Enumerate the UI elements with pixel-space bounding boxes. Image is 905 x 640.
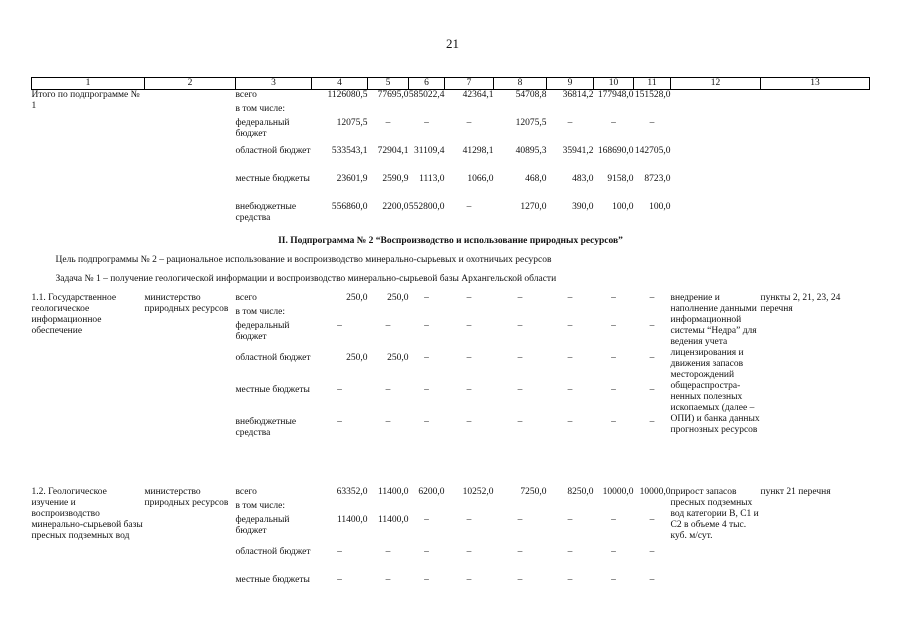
amount-cell: 11400,0 — [336, 514, 368, 525]
amount-cell — [409, 307, 445, 321]
col-header: 11 — [634, 78, 671, 90]
funding-source-label: в том числе: — [235, 306, 286, 317]
amount-cell: – — [567, 416, 573, 427]
amount-cell: – — [517, 320, 523, 331]
amount-cell: – — [649, 416, 655, 427]
amount-cell: – — [611, 384, 616, 395]
amount-cell: – — [649, 320, 655, 331]
amount-cell: – — [611, 514, 616, 525]
amount-cell: 1126080,5 — [327, 90, 368, 100]
amount-cell: 177948,0 — [597, 90, 634, 100]
amount-cell: – — [649, 546, 655, 557]
amount-cell: 7250,0 — [520, 486, 547, 497]
amount-cell: – — [385, 416, 391, 427]
funding-source-label: федеральный бюджет — [235, 514, 290, 536]
amount-cell: – — [567, 320, 573, 331]
funding-table — [31, 77, 870, 603]
goal-text: Цель подпрограммы № 2 – рациональное использование и воспроизводство минерально-сырьевых и охотничьих ресурсов — [55, 254, 552, 265]
amount-cell: – — [611, 117, 616, 128]
amount-cell: 10000,0 — [602, 486, 634, 497]
amount-cell: – — [466, 117, 472, 128]
amount-cell: 151528,0 — [634, 90, 671, 100]
expected-result — [671, 90, 761, 230]
amount-cell — [494, 104, 547, 118]
col-header: 3 — [236, 78, 312, 90]
amount-cell: 10000,0 — [639, 486, 671, 497]
executor — [145, 90, 236, 230]
amount-cell: – — [337, 416, 342, 427]
amount-cell: – — [466, 352, 472, 363]
amount-cell: 1270,0 — [520, 201, 547, 212]
amount-cell: 10252,0 — [462, 486, 494, 497]
amount-cell: – — [649, 514, 655, 525]
amount-cell — [547, 307, 594, 321]
amount-cell: 552800,0 — [408, 201, 445, 212]
amount-cell — [594, 104, 634, 118]
funding-row — [32, 293, 870, 307]
amount-cell: – — [567, 292, 573, 303]
amount-cell: – — [611, 416, 616, 427]
funding-row — [32, 90, 870, 104]
amount-cell: 250,0 — [387, 292, 409, 303]
amount-cell — [494, 501, 547, 515]
col-header: 12 — [671, 78, 761, 90]
amount-cell: – — [517, 292, 523, 303]
amount-cell: – — [424, 574, 429, 585]
amount-cell: 483,0 — [572, 173, 594, 184]
amount-cell — [409, 104, 445, 118]
amount-cell: 1113,0 — [419, 173, 445, 184]
activity-name: 1.2. Геологическое изучение и воспроизводство минерально-сырьевой базы пресных подземных вод — [31, 486, 143, 541]
amount-cell: – — [611, 292, 616, 303]
amount-cell: 100,0 — [649, 201, 671, 212]
amount-cell: – — [424, 352, 429, 363]
amount-cell: – — [385, 117, 391, 128]
amount-cell: 533543,1 — [331, 145, 368, 156]
amount-cell: – — [337, 574, 342, 585]
col-header: 5 — [368, 78, 409, 90]
amount-cell: – — [337, 320, 342, 331]
amount-cell: 42364,1 — [462, 90, 494, 100]
amount-cell: – — [567, 117, 573, 128]
amount-cell: – — [567, 514, 573, 525]
amount-cell: 2590,9 — [382, 173, 409, 184]
amount-cell: 12075,5 — [336, 117, 368, 128]
executor: министерство природных ресурсов — [144, 292, 229, 314]
amount-cell: 63352,0 — [336, 486, 368, 497]
amount-cell: – — [424, 514, 429, 525]
amount-cell: – — [424, 292, 429, 303]
column-numbers-row — [32, 78, 870, 90]
amount-cell: 250,0 — [346, 352, 368, 363]
amount-cell — [312, 501, 368, 515]
list-reference: пункт 21 перечня — [760, 486, 831, 497]
col-header: 6 — [409, 78, 445, 90]
col-header: 9 — [547, 78, 594, 90]
expected-result: внедрение и наполнение данными информационной системы “Недра” для ведения учета лицензирования и движения запасов месторождений общераспростра-ненных полезных ископаемых (далее – ОПИ) и банка данных прогнозных ресурсов — [670, 292, 760, 435]
funding-source-label: внебюджетные средства — [235, 201, 297, 223]
amount-cell: 468,0 — [525, 173, 547, 184]
amount-cell: – — [649, 574, 655, 585]
amount-cell: – — [466, 320, 472, 331]
amount-cell: – — [424, 320, 429, 331]
col-header: 2 — [145, 78, 236, 90]
list-reference — [761, 90, 870, 230]
amount-cell — [547, 501, 594, 515]
amount-cell: 556860,0 — [331, 201, 368, 212]
amount-cell — [312, 307, 368, 321]
funding-source-label: местные бюджеты — [235, 384, 310, 395]
page-number: 21 — [446, 36, 459, 51]
amount-cell: 2200,0 — [382, 201, 409, 212]
amount-cell: – — [567, 546, 573, 557]
amount-cell: 9158,0 — [607, 173, 634, 184]
amount-cell: – — [466, 384, 472, 395]
amount-cell: – — [649, 352, 655, 363]
subprogram-2-heading — [32, 230, 870, 293]
amount-cell — [445, 104, 494, 118]
amount-cell: – — [424, 384, 429, 395]
amount-cell: 8723,0 — [644, 173, 671, 184]
amount-cell: – — [567, 384, 573, 395]
funding-source-label: областной бюджет — [235, 352, 311, 363]
amount-cell — [634, 501, 671, 515]
amount-cell: 23601,9 — [336, 173, 368, 184]
amount-cell: – — [649, 117, 655, 128]
col-header: 13 — [761, 78, 870, 90]
amount-cell: – — [385, 574, 391, 585]
amount-cell: – — [649, 384, 655, 395]
funding-source-label: федеральный бюджет — [235, 320, 290, 342]
amount-cell: 390,0 — [572, 201, 594, 212]
activity-1-1 — [32, 293, 870, 487]
amount-cell: – — [466, 416, 472, 427]
amount-cell: 31109,4 — [413, 145, 445, 156]
amount-cell: 1066,0 — [467, 173, 494, 184]
amount-cell — [494, 307, 547, 321]
amount-cell: – — [517, 574, 523, 585]
amount-cell: – — [337, 546, 342, 557]
activity-name: 1.1. Государственное геологическое информационное обеспечение — [31, 292, 117, 336]
funding-source-label: всего — [235, 292, 257, 303]
amount-cell — [445, 501, 494, 515]
amount-cell: – — [466, 574, 472, 585]
amount-cell: – — [611, 320, 616, 331]
amount-cell: – — [567, 574, 573, 585]
amount-cell: – — [466, 514, 472, 525]
amount-cell: 100,0 — [612, 201, 634, 212]
funding-source-label: местные бюджеты — [235, 574, 310, 585]
amount-cell: 11400,0 — [377, 486, 409, 497]
amount-cell: 142705,0 — [634, 145, 671, 156]
amount-cell: – — [424, 416, 429, 427]
amount-cell: – — [517, 416, 523, 427]
amount-cell: – — [385, 384, 391, 395]
amount-cell: 40895,3 — [515, 145, 547, 156]
col-header: 10 — [594, 78, 634, 90]
amount-cell: – — [611, 574, 616, 585]
amount-cell: – — [466, 201, 472, 212]
amount-cell: 41298,1 — [462, 145, 494, 156]
amount-cell — [409, 501, 445, 515]
amount-cell: – — [611, 352, 616, 363]
amount-cell: 168690,0 — [597, 145, 634, 156]
task-text: Задача № 1 – получение геологической информации и воспроизводство минерально-сырьевой базы Архангельской области — [55, 273, 557, 284]
amount-cell — [547, 104, 594, 118]
amount-cell: 12075,5 — [515, 117, 547, 128]
amount-cell: – — [466, 546, 472, 557]
amount-cell: – — [517, 546, 523, 557]
amount-cell — [634, 104, 671, 118]
funding-source-label: всего — [235, 90, 257, 100]
amount-cell — [368, 307, 409, 321]
col-header: 8 — [494, 78, 547, 90]
funding-source-label: всего — [235, 486, 257, 497]
amount-cell: – — [337, 384, 342, 395]
col-header: 7 — [445, 78, 494, 90]
activity-1-2 — [32, 487, 870, 603]
amount-cell: 72904,1 — [377, 145, 409, 156]
amount-cell: – — [424, 546, 429, 557]
subprogram-1-total — [32, 90, 870, 230]
amount-cell: – — [385, 546, 391, 557]
amount-cell — [445, 307, 494, 321]
funding-source-label: в том числе: — [235, 500, 286, 511]
amount-cell: 585022,4 — [408, 90, 445, 100]
col-header: 4 — [312, 78, 368, 90]
amount-cell: 250,0 — [387, 352, 409, 363]
amount-cell — [368, 501, 409, 515]
amount-cell: – — [466, 292, 472, 303]
amount-cell: – — [649, 292, 655, 303]
col-header: 1 — [32, 78, 145, 90]
amount-cell: 11400,0 — [377, 514, 409, 525]
funding-source-label: областной бюджет — [235, 546, 311, 557]
executor: министерство природных ресурсов — [144, 486, 229, 508]
funding-row — [32, 487, 870, 501]
list-reference: пункты 2, 21, 23, 24 перечня — [760, 292, 841, 314]
amount-cell: 77695,0 — [377, 90, 409, 100]
funding-source-label: местные бюджеты — [235, 173, 310, 184]
amount-cell — [634, 307, 671, 321]
subprogram-title: II. Подпрограмма № 2 “Воспроизводство и использование природных ресурсов” — [278, 235, 623, 246]
funding-source-label: внебюджетные средства — [235, 416, 297, 438]
amount-cell: 36814,2 — [562, 90, 594, 100]
activity-name: Итого по подпрограмме № 1 — [31, 90, 140, 111]
amount-cell: – — [385, 320, 391, 331]
amount-cell: 6200,0 — [418, 486, 445, 497]
amount-cell: – — [424, 117, 429, 128]
amount-cell: – — [517, 352, 523, 363]
amount-cell — [312, 104, 368, 118]
amount-cell: 8250,0 — [567, 486, 594, 497]
amount-cell: – — [517, 384, 523, 395]
amount-cell — [368, 104, 409, 118]
amount-cell: – — [517, 514, 523, 525]
funding-source-label: федеральный бюджет — [235, 117, 290, 139]
funding-source-label: в том числе: — [235, 103, 286, 114]
amount-cell: 35941,2 — [562, 145, 594, 156]
amount-cell — [594, 307, 634, 321]
amount-cell — [594, 501, 634, 515]
amount-cell: – — [611, 546, 616, 557]
amount-cell: 250,0 — [346, 292, 368, 303]
expected-result: прирост запасов пресных подземных вод категории В, С1 и С2 в объеме 4 тыс. куб. м/сут. — [670, 486, 759, 541]
amount-cell: 54708,8 — [515, 90, 547, 100]
amount-cell: – — [567, 352, 573, 363]
funding-source-label: областной бюджет — [235, 145, 311, 156]
